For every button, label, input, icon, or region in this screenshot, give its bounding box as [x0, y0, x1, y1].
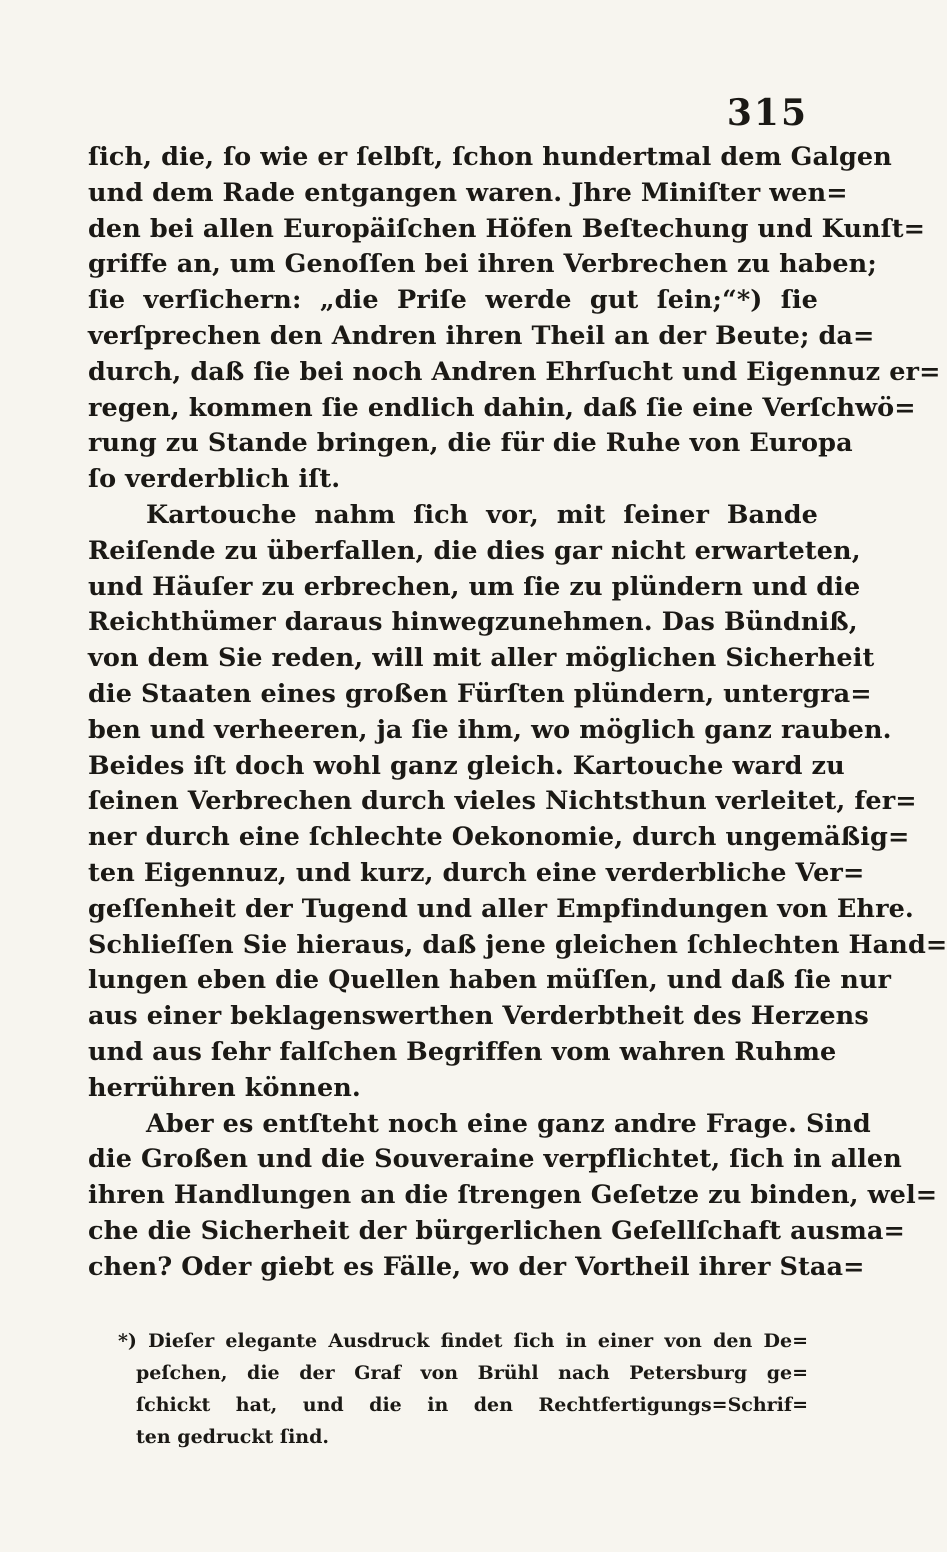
footnote-line: peſchen, die der Graf von Brühl nach Petersburg ge= [136, 1362, 808, 1384]
body-text [88, 140, 947, 1286]
text-line: lungen eben die Quellen haben müſſen, und daß ſie nur [88, 965, 892, 996]
text-line: durch, daß ſie bei noch Andren Ehrſucht und Eigennuz er= [88, 356, 941, 387]
text-line: die Staaten eines großen Fürſten plündern, untergra= [88, 678, 872, 709]
footnote-line: ſchickt hat, und die in den Rechtfertigungs=Schrif= [136, 1394, 808, 1416]
text-line: und Häuſer zu erbrechen, um ſie zu plündern und die [88, 571, 861, 602]
text-line: verſprechen den Andren ihren Theil an der Beute; da= [88, 320, 875, 351]
text-line: ſich, die, ſo wie er ſelbſt, ſchon hundertmal dem Galgen [88, 142, 892, 172]
text-line: von dem Sie reden, will mit aller möglichen Sicherheit [88, 643, 875, 674]
text-line: che die Sicherheit der bürgerlichen Geſellſchaft ausma= [88, 1215, 906, 1246]
text-line: ihren Handlungen an die ſtrengen Geſetze zu binden, wel= [88, 1180, 938, 1211]
text-line: aus einer beklagenswerthen Verderbtheit des Herzens [88, 1001, 869, 1032]
text-line: ſo verderblich iſt. [88, 464, 341, 495]
text-line: griffe an, um Genoſſen bei ihren Verbrechen zu haben; [88, 249, 877, 280]
text-line: Schlieſſen Sie hieraus, daß jene gleichen ſchlechten Hand= [88, 929, 947, 960]
text-line: regen, kommen ſie endlich dahin, daß ſie eine Verſchwö= [88, 392, 916, 423]
text-line: Aber es entſteht noch eine ganz andre Frage. Sind [146, 1108, 871, 1139]
text-line: geſſenheit der Tugend und aller Empfindungen von Ehre. [88, 893, 914, 924]
text-line: die Großen und die Souveraine verpflichtet, ſich in allen [88, 1144, 902, 1175]
text-line: ben und verheeren, ja ſie ihm, wo möglich ganz rauben. [88, 714, 892, 745]
text-line: Beides iſt doch wohl ganz gleich. Kartouche ward zu [88, 750, 845, 781]
text-line: ſie verſichern: „die Priſe werde gut ſein;“*) ſie [88, 285, 818, 316]
text-line: Reiſende zu überfallen, die dies gar nicht erwarteten, [88, 535, 861, 566]
text-line: ner durch eine ſchlechte Oekonomie, durch ungemäßig= [88, 822, 910, 853]
text-line: den bei allen Europäiſchen Höfen Beſtechung und Kunſt= [88, 213, 926, 244]
text-line: und aus ſehr falſchen Begriffen vom wahren Ruhme [88, 1036, 837, 1067]
text-line: rung zu Stande bringen, die für die Ruhe von Europa [88, 428, 853, 459]
text-line: ſeinen Verbrechen durch vieles Nichtsthun verleitet, fer= [88, 786, 917, 817]
text-line: und dem Rade entgangen waren. Jhre Miniſter wen= [88, 177, 848, 208]
footnote-line: ten gedruckt ſind. [136, 1426, 330, 1448]
footnote [118, 1325, 808, 1453]
text-line: Reichthümer daraus hinwegzunehmen. Das Bündniß, [88, 607, 858, 638]
page-number: 315 [726, 92, 808, 134]
text-line: chen? Oder giebt es Fälle, wo der Vortheil ihrer Staa= [88, 1251, 865, 1282]
text-line: herrühren können. [88, 1072, 361, 1103]
text-line: Kartouche nahm ſich vor, mit ſeiner Bande [146, 499, 818, 530]
text-line: ten Eigennuz, und kurz, durch eine verderbliche Ver= [88, 857, 865, 888]
footnote-line: *) Dieſer elegante Ausdruck findet ſich in einer von den De= [118, 1330, 808, 1352]
